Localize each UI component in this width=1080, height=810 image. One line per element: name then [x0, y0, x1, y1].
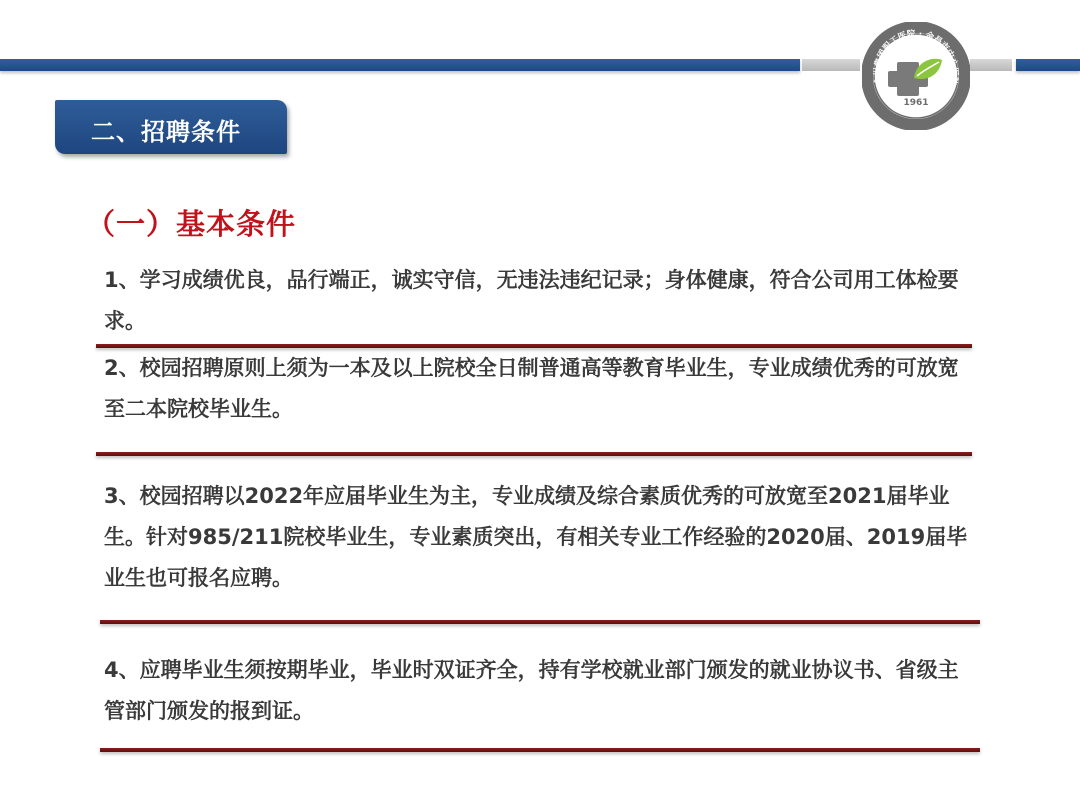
- top-bar-gray-right: [970, 59, 1012, 71]
- divider-3: [100, 620, 980, 624]
- condition-item-3: 3、校园招聘以2022年应届毕业生为主，专业成绩及综合素质优秀的可放宽至2021届毕业生。针对985/211院校毕业生，专业素质突出，有相关专业工作经验的2020届、2019届毕业生也可报名应聘。: [104, 484, 968, 590]
- condition-item-2: 2、校园招聘原则上须为一本及以上院校全日制普通高等教育毕业生，专业成绩优秀的可放宽至二本院校毕业生。: [104, 356, 959, 421]
- condition-item-1: 1、学习成绩优良，品行端正，诚实守信，无违法违纪记录；身体健康，符合公司用工体检要求。: [104, 268, 959, 333]
- divider-4: [100, 748, 980, 752]
- hospital-logo: [862, 22, 970, 130]
- section-title-tab: [55, 100, 287, 154]
- top-bar-gray-left: [802, 59, 860, 71]
- condition-item-4: 4、应聘毕业生须按期毕业，毕业时双证齐全，持有学校就业部门颁发的就业协议书、省级主管部门颁发的报到证。: [104, 658, 959, 723]
- divider-2: [96, 452, 972, 456]
- section-title: 二、招聘条件: [91, 118, 241, 146]
- logo-year: 1961: [903, 98, 929, 108]
- logo-ring-text: 金川集团职工医院 · 金昌市中心医院: [872, 28, 960, 86]
- subheading: （一）基本条件: [86, 207, 297, 241]
- top-bar-blue-left: [0, 59, 800, 71]
- top-bar-blue-right: [1016, 59, 1080, 71]
